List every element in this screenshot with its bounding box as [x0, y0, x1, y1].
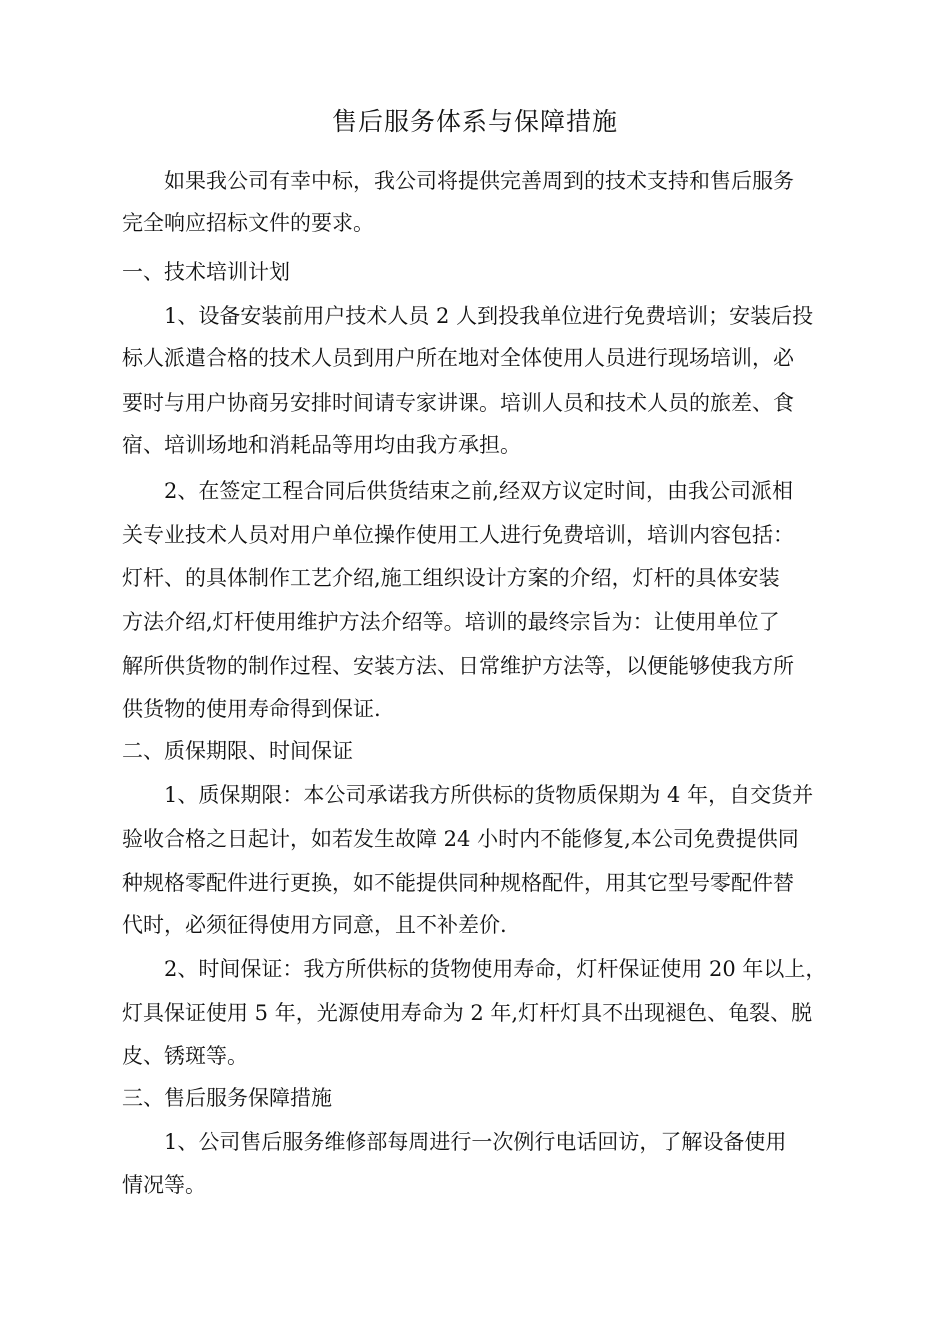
paragraph-line: 1、设备安装前用户技术人员 2 人到投我单位进行免费培训；安装后投: [164, 304, 814, 328]
paragraph-line: 2、时间保证：我方所供标的货物使用寿命，灯杆保证使用 20 年以上，: [164, 957, 827, 981]
section-heading-warranty: 二、质保期限、时间保证: [122, 739, 353, 763]
section-heading-service: 三、售后服务保障措施: [122, 1086, 332, 1110]
paragraph-line: 灯杆、的具体制作工艺介绍,施工组织设计方案的介绍，灯杆的具体安装: [122, 566, 780, 590]
paragraph-line: 1、质保期限：本公司承诺我方所供标的货物质保期为 4 年，自交货并: [164, 783, 814, 807]
paragraph-line: 验收合格之日起计，如若发生故障 24 小时内不能修复,本公司免费提供同: [122, 827, 799, 851]
paragraph-line: 皮、锈斑等。: [122, 1044, 248, 1068]
paragraph-line: 标人派遣合格的技术人员到用户所在地对全体使用人员进行现场培训，必: [122, 346, 794, 370]
paragraph-line: 2、在签定工程合同后供货结束之前,经双方议定时间，由我公司派相: [164, 479, 794, 503]
paragraph-line: 种规格零配件进行更换，如不能提供同种规格配件，用其它型号零配件替: [122, 871, 794, 895]
paragraph-line: 方法介绍,灯杆使用维护方法介绍等。培训的最终宗旨为：让使用单位了: [122, 610, 780, 634]
intro-line: 如果我公司有幸中标，我公司将提供完善周到的技术支持和售后服务: [164, 169, 794, 193]
paragraph-line: 解所供货物的制作过程、安装方法、日常维护方法等，以便能够使我方所: [122, 654, 794, 678]
paragraph-line: 要时与用户协商另安排时间请专家讲课。培训人员和技术人员的旅差、食: [122, 391, 794, 415]
intro-line: 完全响应招标文件的要求。: [122, 211, 374, 235]
paragraph-line: 供货物的使用寿命得到保证.: [122, 697, 381, 721]
paragraph-line: 代时，必须征得使用方同意，且不补差价.: [122, 913, 507, 937]
paragraph-line: 关专业技术人员对用户单位操作使用工人进行免费培训，培训内容包括：: [122, 523, 794, 547]
paragraph-line: 1、公司售后服务维修部每周进行一次例行电话回访，了解设备使用: [164, 1130, 787, 1154]
paragraph-line: 灯具保证使用 5 年，光源使用寿命为 2 年,灯杆灯具不出现褪色、龟裂、脱: [122, 1001, 813, 1025]
paragraph-line: 情况等。: [122, 1173, 206, 1197]
document-title: 售后服务体系与保障措施: [331, 107, 618, 136]
section-heading-training: 一、技术培训计划: [122, 260, 290, 284]
paragraph-line: 宿、培训场地和消耗品等用均由我方承担。: [122, 433, 521, 457]
